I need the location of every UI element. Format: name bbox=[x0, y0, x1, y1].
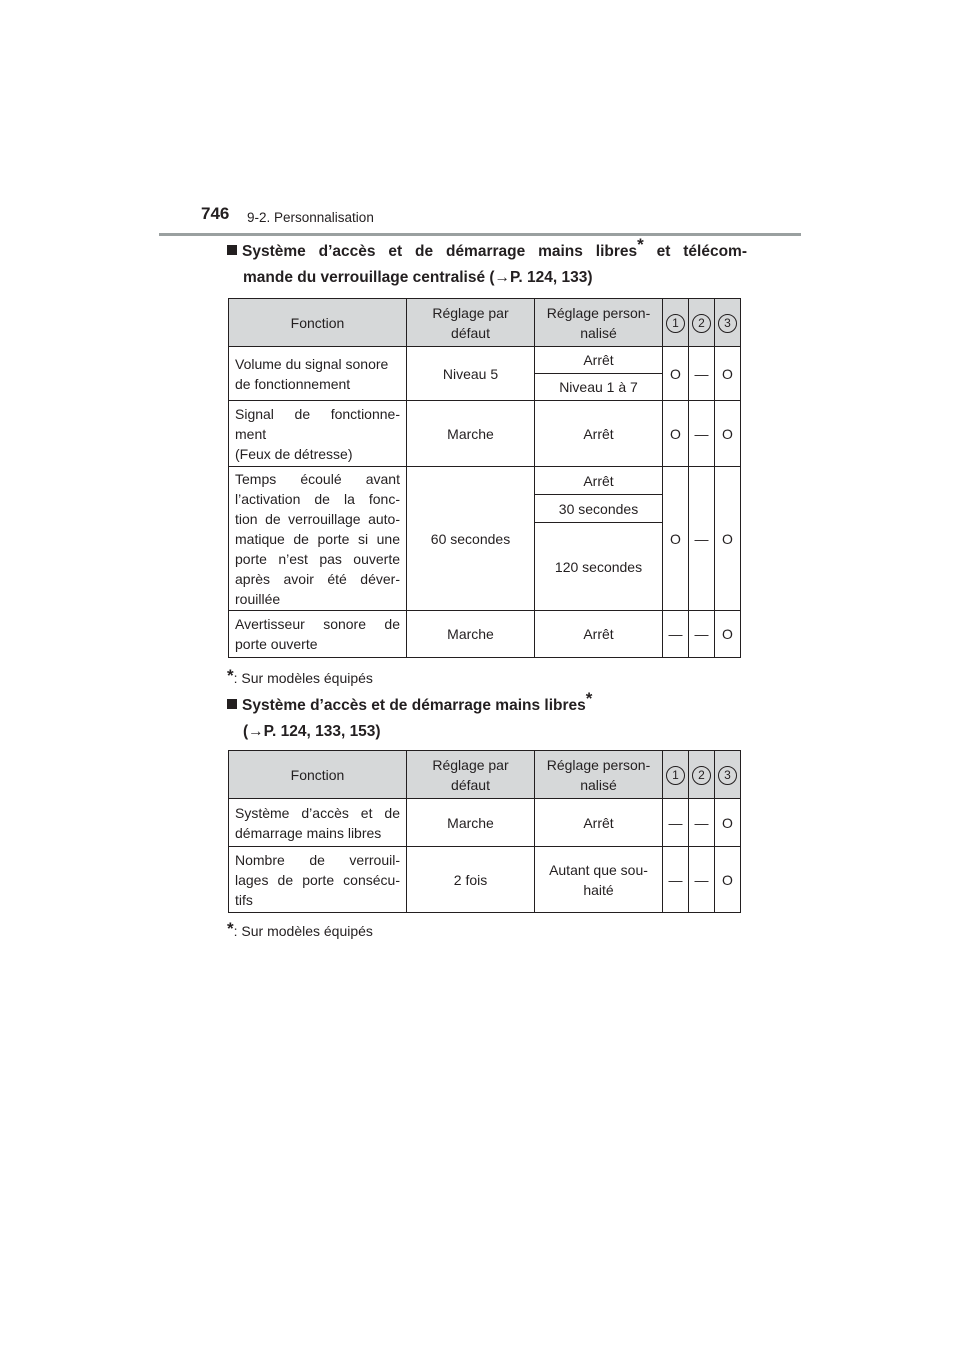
footnote-1: *: Sur modèles équipés bbox=[227, 666, 373, 686]
header-perso: Réglage person- nalisé bbox=[535, 299, 663, 347]
row-temps-c2: — bbox=[689, 467, 715, 611]
section1-heading bbox=[227, 235, 748, 291]
row-systeme-desc: Système d’accès et de démarrage mains libres bbox=[229, 799, 407, 847]
header-defaut: Réglage par défaut bbox=[407, 299, 535, 347]
footnote-2: *: Sur modèles équipés bbox=[227, 919, 373, 939]
section2-title-line2: (→P. 124, 133, 153) bbox=[243, 723, 381, 740]
row-systeme-c3: O bbox=[715, 799, 741, 847]
header-col-1 bbox=[663, 751, 689, 799]
header-defaut: Réglage par défaut bbox=[407, 751, 535, 799]
row-temps-opt1: Arrêt bbox=[535, 467, 663, 495]
asterisk: * bbox=[585, 689, 593, 708]
row-signal-opt1: Arrêt bbox=[535, 401, 663, 467]
section1-title-suffix: et télécom- bbox=[643, 243, 748, 260]
settings-table-2 bbox=[228, 750, 741, 913]
settings-table-1 bbox=[228, 298, 741, 658]
row-volume-c1: O bbox=[663, 347, 689, 401]
section1-title-line2: mande du verrouillage centralisé (→P. 124, 133) bbox=[243, 269, 593, 286]
row-signal-desc: Signal de fonctionne- ment (Feux de détresse) bbox=[229, 401, 407, 467]
header-col-3 bbox=[715, 299, 741, 347]
header-perso: Réglage person- nalisé bbox=[535, 751, 663, 799]
header-rule bbox=[159, 233, 801, 236]
row-nombre-c3: O bbox=[715, 847, 741, 913]
header-fonction: Fonction bbox=[229, 299, 407, 347]
row-temps-opt2: 30 secondes bbox=[535, 495, 663, 523]
circled-2-icon: 2 bbox=[692, 314, 711, 333]
square-bullet-icon bbox=[227, 699, 237, 709]
header-col-1 bbox=[663, 299, 689, 347]
row-temps-default: 60 secondes bbox=[407, 467, 535, 611]
row-nombre-c2: — bbox=[689, 847, 715, 913]
row-systeme-default: Marche bbox=[407, 799, 535, 847]
row-signal-c2: — bbox=[689, 401, 715, 467]
row-nombre-c1: — bbox=[663, 847, 689, 913]
row-signal-c1: O bbox=[663, 401, 689, 467]
asterisk: * bbox=[637, 235, 644, 254]
row-signal-c3: O bbox=[715, 401, 741, 467]
row-volume-opt1: Arrêt bbox=[535, 347, 663, 374]
row-temps-desc: Temps écoulé avant l’activation de la fonc- tion de verrouillage auto- matique de porte si une porte n’est pas ouverte après avoir été déver- rouillée bbox=[229, 467, 407, 611]
header-col-2 bbox=[689, 299, 715, 347]
row-avertisseur-opt1: Arrêt bbox=[535, 611, 663, 658]
page-number: 746 bbox=[201, 204, 230, 223]
circled-3-icon: 3 bbox=[718, 314, 737, 333]
row-temps-c3: O bbox=[715, 467, 741, 611]
row-temps-opt3: 120 secondes bbox=[535, 523, 663, 611]
row-temps-c1: O bbox=[663, 467, 689, 611]
circled-3-icon: 3 bbox=[718, 766, 737, 785]
section2-heading bbox=[227, 689, 593, 745]
row-avertisseur-desc: Avertisseur sonore de porte ouverte bbox=[229, 611, 407, 658]
section-title: 9-2. Personnalisation bbox=[247, 210, 374, 225]
row-nombre-opt1: Autant que sou- haité bbox=[535, 847, 663, 913]
row-avertisseur-c1: — bbox=[663, 611, 689, 658]
circled-1-icon: 1 bbox=[666, 314, 685, 333]
square-bullet-icon bbox=[227, 245, 237, 255]
row-volume-opt2: Niveau 1 à 7 bbox=[535, 374, 663, 401]
header-fonction: Fonction bbox=[229, 751, 407, 799]
row-volume-c2: — bbox=[689, 347, 715, 401]
section1-title-line1: Système d’accès et de démarrage mains libres bbox=[242, 243, 638, 260]
row-systeme-c2: — bbox=[689, 799, 715, 847]
row-avertisseur-default: Marche bbox=[407, 611, 535, 658]
row-volume-desc: Volume du signal sonore de fonctionnement bbox=[229, 347, 407, 401]
circled-2-icon: 2 bbox=[692, 766, 711, 785]
row-volume-default: Niveau 5 bbox=[407, 347, 535, 401]
header-col-3 bbox=[715, 751, 741, 799]
section2-title-line1: Système d’accès et de démarrage mains libres bbox=[242, 697, 586, 714]
circled-1-icon: 1 bbox=[666, 766, 685, 785]
row-systeme-c1: — bbox=[663, 799, 689, 847]
row-volume-c3: O bbox=[715, 347, 741, 401]
row-avertisseur-c3: O bbox=[715, 611, 741, 658]
row-systeme-opt1: Arrêt bbox=[535, 799, 663, 847]
row-signal-default: Marche bbox=[407, 401, 535, 467]
row-nombre-default: 2 fois bbox=[407, 847, 535, 913]
header-col-2 bbox=[689, 751, 715, 799]
row-avertisseur-c2: — bbox=[689, 611, 715, 658]
row-nombre-desc: Nombre de verrouil- lages de porte consécu- tifs bbox=[229, 847, 407, 913]
